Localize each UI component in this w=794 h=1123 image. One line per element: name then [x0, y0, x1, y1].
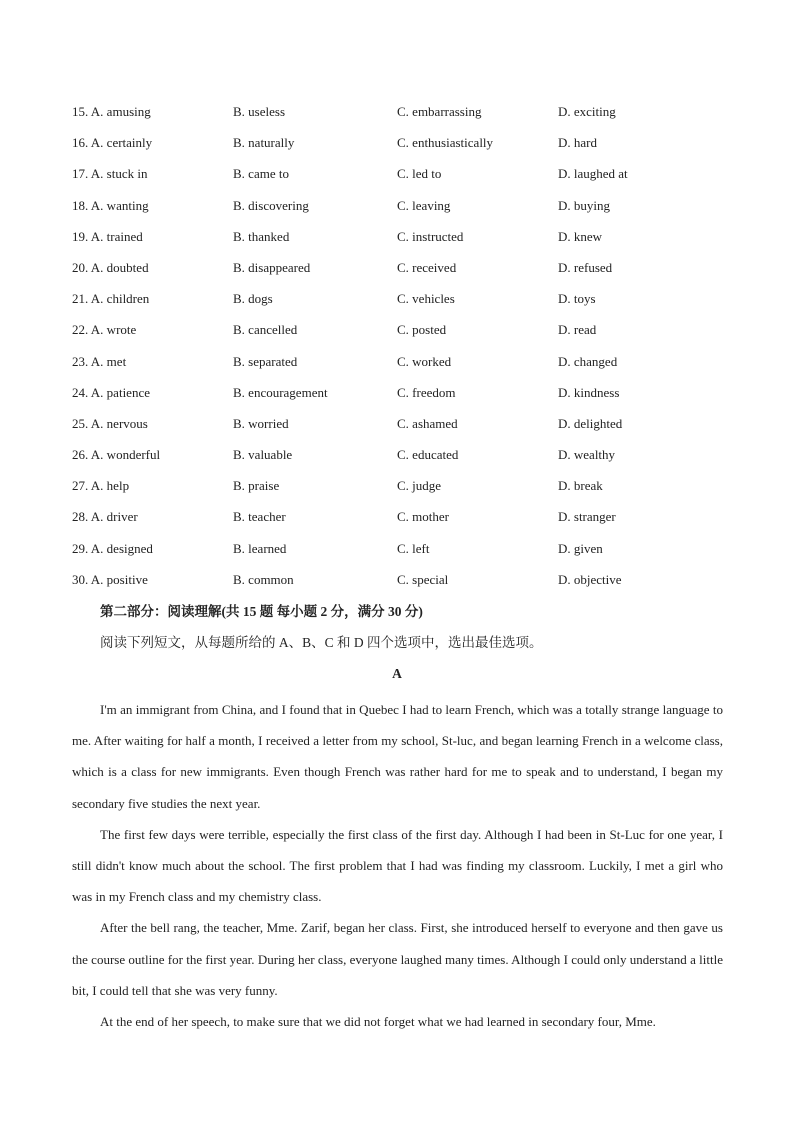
question-number: 30. [72, 571, 89, 587]
option-a [72, 539, 153, 559]
question-row [72, 414, 732, 445]
passage-paragraph: The first few days were terrible, especially the first class of the first day. Although I had been in St-Luc for one year, I still didn't know much about the school. The first problem that I had was finding my classroom. Luckily, I met a girl who was in my French class and my chemistry class. [72, 826, 723, 905]
option-d: D. given [558, 540, 603, 556]
option-a [72, 289, 149, 309]
option-b: B. disappeared [233, 259, 311, 275]
section-title: 第二部分：阅读理解(共 15 题 每小题 2 分，满分 30 分) [100, 604, 423, 619]
option-c: C. mother [397, 509, 449, 525]
option-b: B. encouragement [233, 384, 328, 400]
question-number: 25. [72, 415, 89, 431]
passage-paragraph: After the bell rang, the teacher, Mme. Zarif, began her class. First, she introduced herself to everyone and then gave us the course outline for the first year. During her class, everyone laughed many times. Although I could only understand a little bit, I could tell that she was very funny. [72, 920, 723, 998]
option-c: C. judge [397, 478, 442, 494]
option-d: D. laughed at [558, 166, 628, 182]
option-a [72, 227, 143, 247]
passage-body [72, 694, 723, 1037]
passage-paragraph: At the end of her speech, to make sure that we did not forget what we had learned in secondary four, Mme. [100, 1014, 656, 1030]
option-d: D. knew [558, 228, 603, 244]
option-a-text: A. wrote [90, 322, 137, 338]
option-d: D. toys [558, 291, 596, 307]
option-b: B. dogs [233, 291, 273, 307]
question-row [72, 258, 732, 289]
option-a [72, 570, 148, 590]
question-row [72, 383, 732, 414]
option-d: D. read [558, 322, 597, 338]
option-c: C. received [397, 259, 457, 275]
option-a-text: A. help [90, 478, 130, 494]
option-d: D. changed [558, 353, 618, 369]
passage-label: A [392, 666, 402, 681]
option-b: B. teacher [233, 509, 286, 525]
option-a-text: A. trained [90, 228, 143, 244]
option-c: C. led to [397, 166, 442, 182]
option-a-text: A. patience [90, 384, 150, 400]
option-a-text: A. driver [90, 509, 138, 525]
option-a-text: A. met [90, 353, 127, 369]
option-b: B. worried [233, 415, 289, 431]
option-b: B. thanked [233, 228, 290, 244]
question-number: 29. [72, 540, 89, 556]
option-a [72, 320, 136, 340]
option-a [72, 164, 148, 184]
option-a-text: A. certainly [90, 135, 153, 151]
option-b: B. common [233, 571, 294, 587]
option-a-text: A. designed [90, 540, 153, 556]
option-a [72, 133, 152, 153]
question-number: 21. [72, 291, 89, 307]
question-row [72, 164, 732, 195]
option-b: B. naturally [233, 135, 295, 151]
question-number: 24. [72, 384, 89, 400]
option-c: C. instructed [397, 228, 464, 244]
option-c: C. ashamed [397, 415, 458, 431]
option-d: D. break [558, 478, 603, 494]
option-d: D. stranger [558, 509, 616, 525]
option-a [72, 445, 160, 465]
option-b: B. valuable [233, 447, 293, 463]
option-a [72, 102, 151, 122]
option-b: B. separated [233, 353, 298, 369]
option-a-text: A. wonderful [90, 447, 161, 463]
question-number: 28. [72, 509, 89, 525]
question-number: 17. [72, 166, 89, 182]
option-a-text: A. doubted [90, 259, 149, 275]
passage-paragraph: I'm an immigrant from China, and I found that in Quebec I had to learn French, which was a totally strange language to me. After waiting for half a month, I received a letter from my school, St-luc, and began learning French in a welcome class, which is a class for new immigrants. Even though French was rather hard for me to speak and to understand, I began my secondary five studies the next year. [72, 702, 723, 811]
option-b: B. useless [233, 104, 285, 119]
option-c: C. posted [397, 322, 447, 338]
question-row [72, 539, 732, 570]
question-number: 26. [72, 447, 89, 463]
option-a [72, 352, 126, 372]
option-a-text: A. wanting [90, 197, 149, 213]
option-c: C. embarrassing [397, 104, 482, 119]
question-row [72, 227, 732, 258]
option-a [72, 196, 149, 216]
question-number: 19. [72, 228, 89, 244]
option-b: B. learned [233, 540, 287, 556]
option-d: D. hard [558, 135, 597, 151]
option-c: C. special [397, 571, 449, 587]
question-row [72, 289, 732, 320]
option-c: C. worked [397, 353, 452, 369]
option-a-text: A. positive [90, 571, 148, 587]
option-a [72, 258, 149, 278]
option-b: B. praise [233, 478, 280, 494]
option-d: D. wealthy [558, 447, 616, 463]
option-d: D. buying [558, 197, 610, 213]
question-number: 16. [72, 135, 89, 151]
option-c: C. leaving [397, 197, 451, 213]
cloze-options-list [72, 102, 732, 601]
question-number: 20. [72, 259, 89, 275]
option-c: C. vehicles [397, 291, 455, 307]
question-number: 23. [72, 353, 89, 369]
option-d: D. objective [558, 571, 622, 587]
option-c: C. educated [397, 447, 459, 463]
option-b: B. cancelled [233, 322, 298, 338]
option-a [72, 507, 138, 527]
question-row [72, 352, 732, 383]
option-a [72, 414, 148, 434]
question-row [72, 196, 732, 227]
question-number: 15. [72, 104, 89, 119]
option-d: D. delighted [558, 415, 623, 431]
option-a-text: A. children [90, 291, 150, 307]
option-a [72, 476, 129, 496]
option-a-text: A. stuck in [90, 166, 148, 182]
option-c: C. enthusiastically [397, 135, 494, 151]
option-d: D. refused [558, 259, 613, 275]
option-d: D. exciting [558, 104, 616, 119]
option-c: C. left [397, 540, 430, 556]
question-number: 27. [72, 478, 89, 494]
question-number: 22. [72, 322, 89, 338]
section-instruction: 阅读下列短文，从每题所给的 A、B、C 和 D 四个选项中，选出最佳选项。 [100, 635, 543, 650]
option-b: B. discovering [233, 197, 309, 213]
question-row [72, 133, 732, 164]
question-number: 18. [72, 197, 89, 213]
option-c: C. freedom [397, 384, 456, 400]
option-a [72, 383, 150, 403]
question-row [72, 102, 732, 133]
option-b: B. came to [233, 166, 289, 182]
question-row [72, 570, 732, 601]
option-a-text: A. amusing [90, 104, 151, 119]
option-d: D. kindness [558, 384, 620, 400]
option-a-text: A. nervous [90, 415, 148, 431]
question-row [72, 507, 732, 538]
question-row [72, 445, 732, 476]
question-row [72, 320, 732, 351]
question-row [72, 476, 732, 507]
